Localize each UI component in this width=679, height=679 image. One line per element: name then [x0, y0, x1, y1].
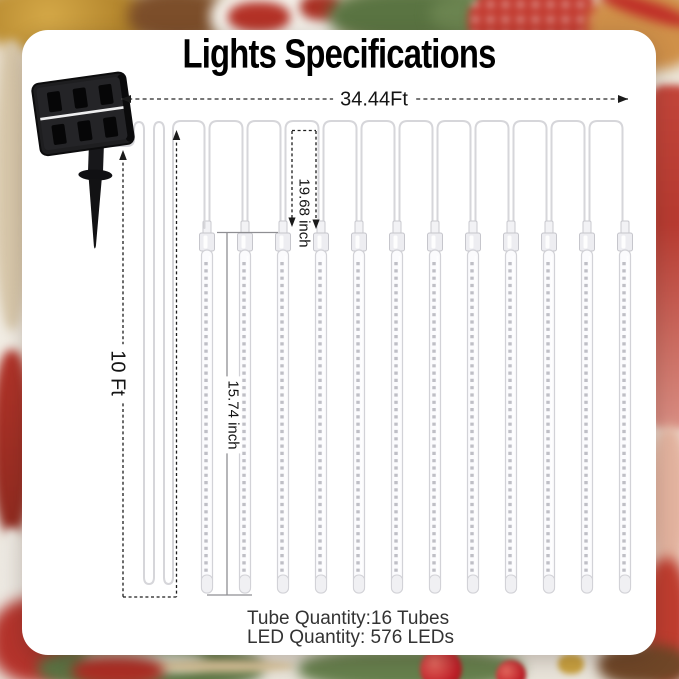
light-tube: [466, 221, 481, 593]
quantity-notes: [247, 609, 454, 647]
lead-length-label: 10 Ft: [106, 344, 129, 402]
light-tube: [618, 221, 633, 593]
light-tube: [276, 221, 291, 593]
page-title: Lights Specifications: [182, 30, 496, 77]
lead-measure-arrow-left: [119, 150, 127, 160]
generated-string-lights: [200, 121, 633, 593]
light-tube: [580, 221, 595, 593]
lead-length-measure: [123, 137, 177, 597]
light-tube: [352, 221, 367, 593]
string-wire-loops: [210, 121, 623, 228]
light-tube: [200, 221, 215, 593]
tube-quantity-text: Tube Quantity:16 Tubes: [247, 608, 450, 629]
drop-spacing-label: 19.68 inch: [296, 174, 313, 251]
light-tube: [390, 221, 405, 593]
tube-length-label: 15.74 inch: [225, 376, 242, 453]
solar-panel-icon: [31, 72, 134, 156]
light-tube: [428, 221, 443, 593]
ground-stake-icon: [76, 137, 114, 249]
light-tube: [314, 221, 329, 593]
light-tube: [504, 221, 519, 593]
led-quantity-text: LED Quantity: 576 LEDs: [247, 627, 454, 648]
total-length-label: 34.44Ft: [333, 89, 415, 112]
light-tube: [542, 221, 557, 593]
